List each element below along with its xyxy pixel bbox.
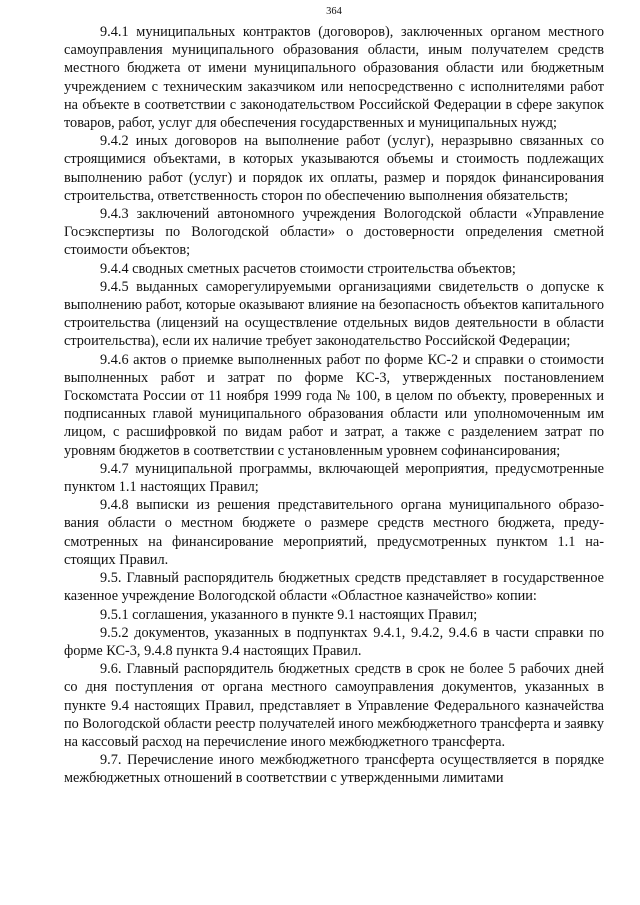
paragraph-9-4-6: 9.4.6 актов о приемке выполненных работ по форме КС-2 и справки о стоимости выполненных работ и затрат по форме КС-3, утвержденных постановлением Госкомстата России от 11 ноября 1999 года № 100, в целом по объекту, проверенных и подписанных главой муниципального образования области или уполномоченным им лицом, с расшифровкой по видам работ и затрат, а также с разделением затрат по уровням бюджетов в соответствии с установленным уровнем софинансирования; xyxy=(64,351,604,459)
paragraph-9-5-1: 9.5.1 соглашения, указанного в пункте 9.1 настоящих Правил; xyxy=(100,606,478,623)
paragraph-9-4-5: 9.4.5 выданных саморегулируемыми организациями свидетельств о допуске к выполнению работ, которые оказывают влияние на безопасность объектов капитального строительства (лицензий на осуществление отдельных видов деятельности в области строительства), если их наличие требует законодательство Российской Федерации; xyxy=(64,278,604,350)
paragraph-9-4-1: 9.4.1 муниципальных контрактов (договоров), заключенных органом местного самоуправления муниципального образования области, иным получателем средств местного бюджета от имени муниципального образования области или бюджетным учреждением с техническим заказчиком или непосредственно с исполнителями работ на объекте в соответствии с законодательством Российской Федерации в сфере закупок товаров, работ, услуг для обеспечения государственных и муниципальных нужд; xyxy=(64,24,604,132)
paragraph-9-4-3: 9.4.3 заключений автономного учреждения Вологодской области «Управление Госэкспертизы по Вологодской области» о достоверности определения сметной стоимости объектов; xyxy=(64,206,604,259)
paragraph-9-6: 9.6. Главный распорядитель бюджетных средств в срок не более 5 рабочих дней со дня поступления от органа местного самоуправления документов, указанных в пункте 9.4 настоящих Правил, представляет в Управление Федерального казначейства по Вологодской области реестр получателей иного межбюджетного трансферта и заявку на кассовый расход на перечисление иного межбюджетного трансферта. xyxy=(64,661,604,750)
paragraph-9-4-7: 9.4.7 муниципальной программы, включающей мероприятия, предусмотренные пунктом 1.1 настоящих Правил; xyxy=(64,460,604,496)
paragraph-9-5: 9.5. Главный распорядитель бюджетных средств представляет в государственное казенное учреждение Вологодской области «Областное казначейство» копии: xyxy=(64,570,604,605)
paragraph-9-4-4: 9.4.4 сводных сметных расчетов стоимости строительства объектов; xyxy=(100,260,516,277)
document-body xyxy=(64,23,604,788)
paragraph-9-4-2: 9.4.2 иных договоров на выполнение работ (услуг), неразрывно связанных со строящимися объектами, в которых указываются объемы и стоимость подлежащих выполнению работ (услуг) и порядок их оплаты, размер и порядок финансирования строительства, ответственность сторон по обеспечению выполнения обязательств; xyxy=(64,133,604,204)
paragraph-9-5-2: 9.5.2 документов, указанных в подпунктах 9.4.1, 9.4.2, 9.4.6 в части справки по форме КС-3, 9.4.8 пункта 9.4 настоящих Правил. xyxy=(64,624,604,659)
page-number: 364 xyxy=(326,6,342,17)
paragraph-9-7: 9.7. Перечисление иного межбюджетного трансферта осуществляется в порядке межбюджетных отношений в соответствии с утвержденными лимитами xyxy=(64,752,604,787)
paragraph-9-4-8: 9.4.8 выписки из решения представительного органа муниципального образования области о местном бюджете о размере средств местного бюджета, предусмотренных на финансирование мероприятий, предусмотренных пунктом 1.1 настоящих Правил. xyxy=(64,497,604,568)
